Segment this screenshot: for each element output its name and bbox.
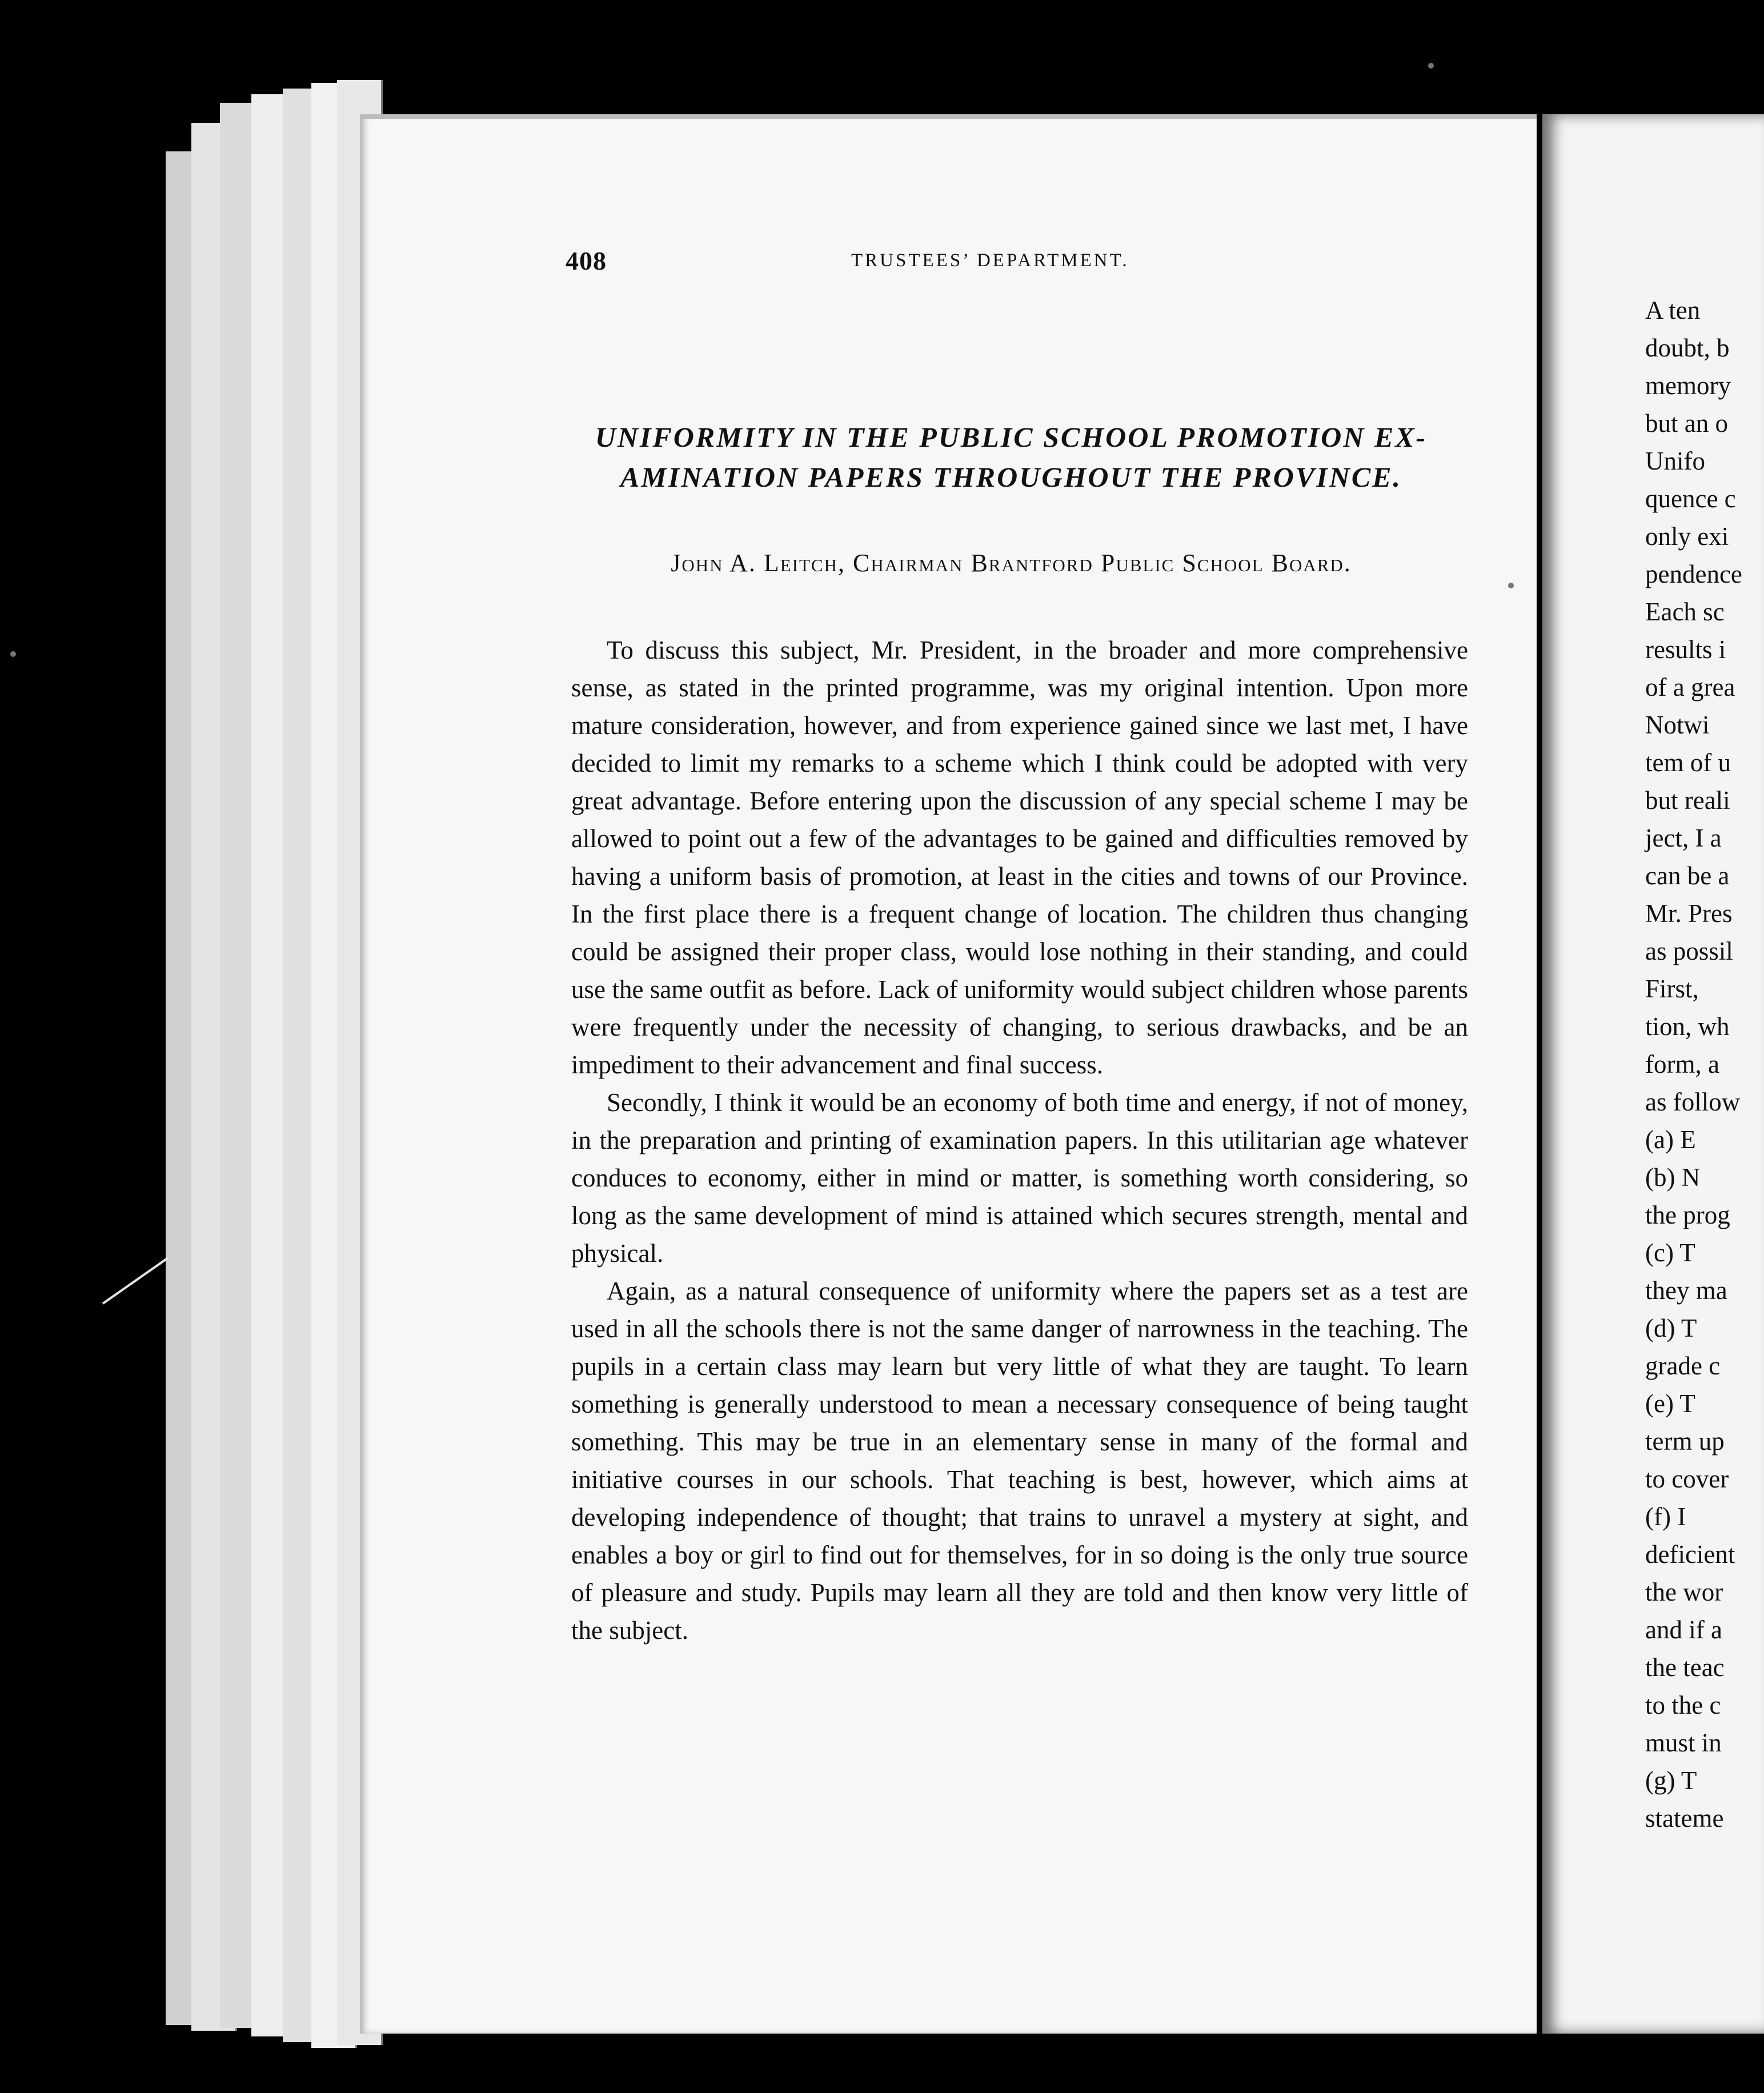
paragraph: To discuss this subject, Mr. President, in the broader and more comprehensive sense, as stated in the printed programme, was my original intention. Upon more mature consideration, however, and from experience gained since we last met, I have decided to limit my remarks to a scheme which I think could be adopted with very great advantage. Before entering upon the discussion of any special scheme I may be allowed to point out a few of the advantages to be gained and difficulties removed by having a uniform basis of promotion, at least in the cities and towns of our Province. In the first place there is a frequent change of location. The children thus changing could be assigned their proper class, would lose nothing in their standing, and could use the same outfit as before. Lack of uniformity would subject children whose parents were frequently under the necessity of changing, to serious drawbacks, and be an impediment to their advancement and final success. bbox=[571, 636, 1468, 1079]
right-page-line: must in bbox=[1645, 1729, 1722, 1757]
right-page-line: Each sc bbox=[1645, 598, 1725, 626]
right-page-line: form, a bbox=[1645, 1050, 1719, 1078]
right-page-line: Notwi bbox=[1645, 711, 1710, 739]
right-page-line: to the c bbox=[1645, 1691, 1721, 1719]
right-page-line: Unifo bbox=[1645, 447, 1705, 475]
running-title: TRUSTEES’ DEPARTMENT. bbox=[851, 250, 1129, 271]
title-line: AMINATION PAPERS THROUGHOUT THE PROVINCE. bbox=[620, 461, 1402, 493]
film-scratch bbox=[102, 1257, 169, 1305]
right-page-line: the wor bbox=[1645, 1578, 1723, 1606]
right-page-line: deficient bbox=[1645, 1540, 1735, 1569]
right-page-line: tem of u bbox=[1645, 748, 1731, 777]
right-page-line: (e) T bbox=[1645, 1389, 1695, 1418]
right-page-line: of a grea bbox=[1645, 673, 1735, 701]
article-body bbox=[571, 631, 1468, 1649]
running-head bbox=[566, 246, 1422, 286]
byline: John A. Leitch, Chairman Brantford Public School Board. bbox=[671, 549, 1352, 577]
right-page-line: pendence bbox=[1645, 560, 1742, 588]
right-page-line: they ma bbox=[1645, 1276, 1727, 1305]
right-page-line: (b) N bbox=[1645, 1163, 1701, 1192]
right-page-line: (a) E bbox=[1645, 1125, 1696, 1154]
right-page-line: to cover bbox=[1645, 1465, 1729, 1493]
right-page-line: ject, I a bbox=[1645, 824, 1722, 852]
right-page-line: memory bbox=[1645, 371, 1731, 400]
dust-speck bbox=[10, 651, 16, 657]
right-page-line: results i bbox=[1645, 635, 1726, 664]
right-page-line: (g) T bbox=[1645, 1766, 1697, 1795]
right-page-line: (d) T bbox=[1645, 1314, 1697, 1342]
right-page-line: the teac bbox=[1645, 1653, 1725, 1682]
title-line: UNIFORMITY IN THE PUBLIC SCHOOL PROMOTION EX- bbox=[595, 421, 1428, 453]
right-page-line: term up bbox=[1645, 1427, 1725, 1456]
right-page-line: the prog bbox=[1645, 1201, 1730, 1229]
right-page-line: quence c bbox=[1645, 484, 1736, 513]
right-page-line: First, bbox=[1645, 975, 1699, 1003]
right-page-line: but an o bbox=[1645, 409, 1728, 438]
right-page-line: tion, wh bbox=[1645, 1012, 1730, 1041]
right-page-line: as possil bbox=[1645, 937, 1733, 965]
dust-speck bbox=[1508, 583, 1514, 588]
right-page-line: (f) I bbox=[1645, 1502, 1686, 1531]
right-page-line: Mr. Pres bbox=[1645, 899, 1733, 928]
dust-speck bbox=[1428, 63, 1434, 69]
right-page-line: doubt, b bbox=[1645, 334, 1730, 362]
page-number: 408 bbox=[566, 246, 607, 275]
right-page-line: and if a bbox=[1645, 1615, 1722, 1644]
right-page-line: only exi bbox=[1645, 522, 1729, 551]
right-page-line: A ten bbox=[1645, 296, 1701, 324]
right-page-line: stateme bbox=[1645, 1804, 1724, 1833]
right-page-line: (c) T bbox=[1645, 1238, 1695, 1267]
right-page-line: grade c bbox=[1645, 1352, 1721, 1380]
right-page-line: can be a bbox=[1645, 861, 1730, 890]
right-page-line: as follow bbox=[1645, 1088, 1741, 1116]
right-page-line: but reali bbox=[1645, 786, 1730, 815]
right-page-text bbox=[1645, 291, 1764, 1837]
article-title bbox=[566, 417, 1457, 497]
paragraph: Secondly, I think it would be an economy of both time and energy, if not of money, in the preparation and printing of examination papers. In this utilitarian age whatever conduces to economy, either in mind or matter, is something worth considering, so long as the same development of mind is attained which secures strength, mental and physical. bbox=[571, 1088, 1468, 1268]
paragraph: Again, as a natural consequence of uniformity where the papers set as a test are used in all the schools there is not the same danger of narrowness in the teaching. The pupils in a certain class may learn but very little of what they are taught. To learn something is generally understood to mean a necessary consequence of being taught something. This may be true in an elementary sense in many of the formal and initiative courses in our schools. That teaching is best, however, which aims at developing independence of thought; that trains to unravel a mystery at sight, and enables a boy or girl to find out for themselves, for in so doing is the only true source of pleasure and study. Pupils may learn all they are told and then know very little of the subject. bbox=[571, 1277, 1468, 1645]
